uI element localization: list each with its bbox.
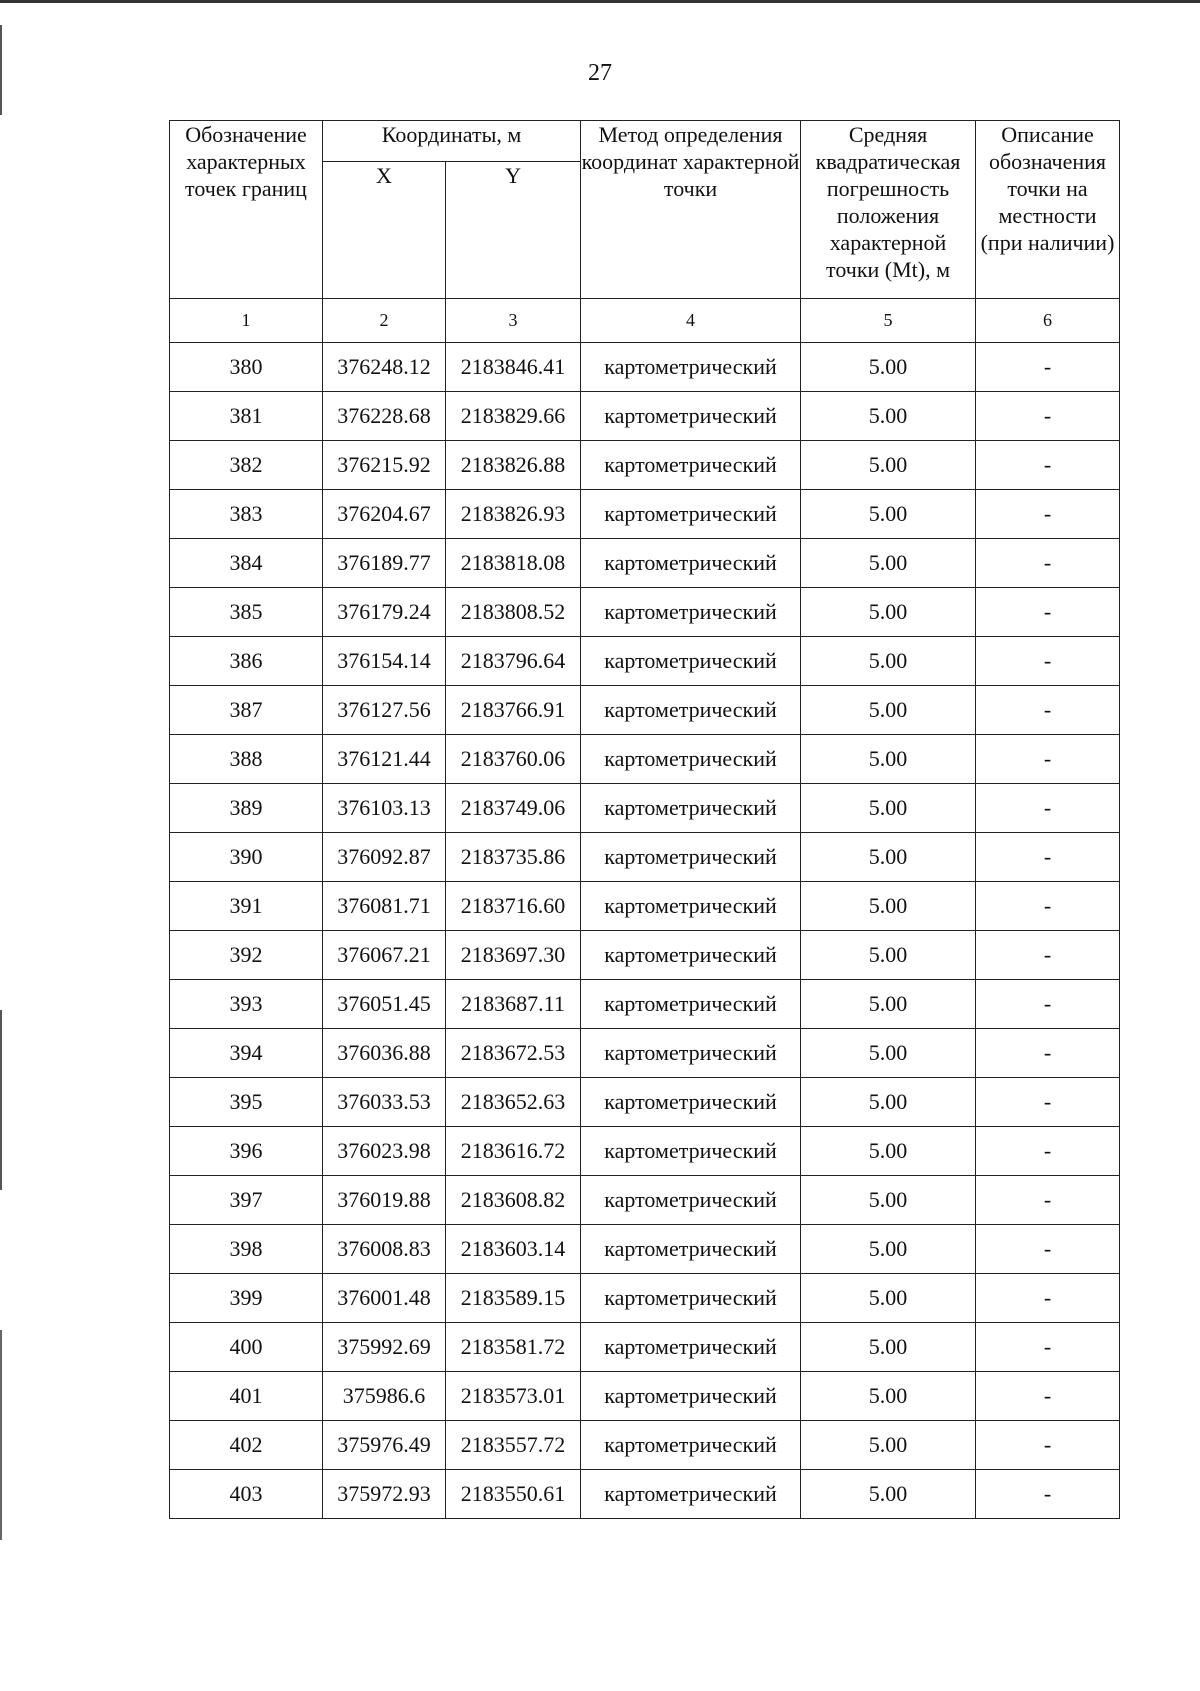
cell-x-coordinate: 375992.69 [323, 1323, 446, 1372]
cell-point-number: 390 [170, 833, 323, 882]
header-x: X [323, 162, 446, 299]
table-row [170, 539, 1120, 588]
cell-y-coordinate: 2183672.53 [446, 1029, 581, 1078]
cell-description: - [976, 1225, 1120, 1274]
table-row [170, 1127, 1120, 1176]
cell-y-coordinate: 2183749.06 [446, 784, 581, 833]
cell-error: 5.00 [801, 539, 976, 588]
cell-error: 5.00 [801, 931, 976, 980]
cell-y-coordinate: 2183826.88 [446, 441, 581, 490]
cell-point-number: 395 [170, 1078, 323, 1127]
cell-point-number: 401 [170, 1372, 323, 1421]
table-row [170, 490, 1120, 539]
cell-method: картометрический [581, 931, 801, 980]
cell-point-number: 384 [170, 539, 323, 588]
cell-x-coordinate: 376008.83 [323, 1225, 446, 1274]
cell-y-coordinate: 2183716.60 [446, 882, 581, 931]
cell-point-number: 388 [170, 735, 323, 784]
table-row [170, 1470, 1120, 1519]
cell-point-number: 398 [170, 1225, 323, 1274]
cell-y-coordinate: 2183550.61 [446, 1470, 581, 1519]
cell-x-coordinate: 376036.88 [323, 1029, 446, 1078]
cell-error: 5.00 [801, 735, 976, 784]
header-row [170, 121, 1120, 162]
cell-method: картометрический [581, 539, 801, 588]
cell-x-coordinate: 376081.71 [323, 882, 446, 931]
table-row [170, 392, 1120, 441]
cell-y-coordinate: 2183652.63 [446, 1078, 581, 1127]
table-row [170, 1029, 1120, 1078]
cell-y-coordinate: 2183608.82 [446, 1176, 581, 1225]
cell-method: картометрический [581, 1470, 801, 1519]
cell-x-coordinate: 376215.92 [323, 441, 446, 490]
cell-y-coordinate: 2183589.15 [446, 1274, 581, 1323]
cell-method: картометрический [581, 490, 801, 539]
cell-point-number: 400 [170, 1323, 323, 1372]
cell-y-coordinate: 2183697.30 [446, 931, 581, 980]
cell-description: - [976, 1176, 1120, 1225]
cell-method: картометрический [581, 1274, 801, 1323]
cell-y-coordinate: 2183573.01 [446, 1372, 581, 1421]
cell-method: картометрический [581, 1127, 801, 1176]
cell-error: 5.00 [801, 1176, 976, 1225]
cell-x-coordinate: 375986.6 [323, 1372, 446, 1421]
cell-error: 5.00 [801, 1470, 976, 1519]
cell-method: картометрический [581, 1078, 801, 1127]
table-row [170, 1225, 1120, 1274]
cell-x-coordinate: 375976.49 [323, 1421, 446, 1470]
cell-method: картометрический [581, 1372, 801, 1421]
cell-method: картометрический [581, 980, 801, 1029]
table-row [170, 735, 1120, 784]
page-number: 27 [588, 60, 612, 86]
cell-point-number: 381 [170, 392, 323, 441]
cell-y-coordinate: 2183846.41 [446, 343, 581, 392]
cell-y-coordinate: 2183760.06 [446, 735, 581, 784]
cell-x-coordinate: 376127.56 [323, 686, 446, 735]
cell-description: - [976, 637, 1120, 686]
cell-point-number: 391 [170, 882, 323, 931]
cell-error: 5.00 [801, 833, 976, 882]
cell-method: картометрический [581, 1225, 801, 1274]
cell-method: картометрический [581, 686, 801, 735]
cell-point-number: 399 [170, 1274, 323, 1323]
cell-point-number: 387 [170, 686, 323, 735]
table-row [170, 784, 1120, 833]
cell-x-coordinate: 376001.48 [323, 1274, 446, 1323]
column-number: 2 [323, 299, 446, 343]
cell-description: - [976, 392, 1120, 441]
cell-point-number: 383 [170, 490, 323, 539]
cell-y-coordinate: 2183687.11 [446, 980, 581, 1029]
cell-description: - [976, 980, 1120, 1029]
cell-method: картометрический [581, 882, 801, 931]
cell-method: картометрический [581, 637, 801, 686]
cell-point-number: 389 [170, 784, 323, 833]
cell-y-coordinate: 2183581.72 [446, 1323, 581, 1372]
table-header [170, 121, 1120, 299]
cell-error: 5.00 [801, 490, 976, 539]
cell-point-number: 403 [170, 1470, 323, 1519]
cell-method: картометрический [581, 343, 801, 392]
cell-y-coordinate: 2183829.66 [446, 392, 581, 441]
cell-error: 5.00 [801, 1225, 976, 1274]
cell-method: картометрический [581, 441, 801, 490]
cell-y-coordinate: 2183826.93 [446, 490, 581, 539]
cell-method: картометрический [581, 1029, 801, 1078]
cell-description: - [976, 1470, 1120, 1519]
table-row [170, 1078, 1120, 1127]
cell-error: 5.00 [801, 343, 976, 392]
cell-x-coordinate: 376092.87 [323, 833, 446, 882]
column-number: 5 [801, 299, 976, 343]
cell-method: картометрический [581, 1323, 801, 1372]
table-row [170, 980, 1120, 1029]
cell-x-coordinate: 376189.77 [323, 539, 446, 588]
cell-method: картометрический [581, 392, 801, 441]
cell-point-number: 382 [170, 441, 323, 490]
cell-error: 5.00 [801, 1029, 976, 1078]
cell-y-coordinate: 2183557.72 [446, 1421, 581, 1470]
table-row [170, 686, 1120, 735]
cell-description: - [976, 588, 1120, 637]
cell-point-number: 386 [170, 637, 323, 686]
cell-description: - [976, 1127, 1120, 1176]
cell-y-coordinate: 2183735.86 [446, 833, 581, 882]
table-row [170, 441, 1120, 490]
cell-error: 5.00 [801, 784, 976, 833]
table-row [170, 588, 1120, 637]
cell-error: 5.00 [801, 882, 976, 931]
cell-x-coordinate: 376033.53 [323, 1078, 446, 1127]
cell-error: 5.00 [801, 1372, 976, 1421]
cell-y-coordinate: 2183796.64 [446, 637, 581, 686]
table-row [170, 1323, 1120, 1372]
header-description: Описание обозначения точки на местности (при наличии) [976, 121, 1120, 299]
coordinates-table [169, 120, 1120, 1519]
table-row [170, 637, 1120, 686]
cell-error: 5.00 [801, 1323, 976, 1372]
cell-point-number: 396 [170, 1127, 323, 1176]
cell-x-coordinate: 376019.88 [323, 1176, 446, 1225]
cell-point-number: 393 [170, 980, 323, 1029]
cell-method: картометрический [581, 588, 801, 637]
cell-x-coordinate: 376023.98 [323, 1127, 446, 1176]
table-row [170, 931, 1120, 980]
column-number: 6 [976, 299, 1120, 343]
cell-description: - [976, 1029, 1120, 1078]
cell-error: 5.00 [801, 392, 976, 441]
cell-point-number: 397 [170, 1176, 323, 1225]
cell-description: - [976, 441, 1120, 490]
header-y: Y [446, 162, 581, 299]
table-row [170, 882, 1120, 931]
cell-point-number: 392 [170, 931, 323, 980]
cell-description: - [976, 1078, 1120, 1127]
cell-point-number: 385 [170, 588, 323, 637]
cell-method: картометрический [581, 735, 801, 784]
cell-x-coordinate: 376204.67 [323, 490, 446, 539]
cell-description: - [976, 784, 1120, 833]
table-row [170, 1421, 1120, 1470]
column-number: 1 [170, 299, 323, 343]
cell-description: - [976, 539, 1120, 588]
cell-description: - [976, 1372, 1120, 1421]
cell-description: - [976, 490, 1120, 539]
column-number-row [170, 299, 1120, 343]
cell-method: картометрический [581, 1421, 801, 1470]
header-error: Средняя квадратическая погрешность положения характерной точки (Mt), м [801, 121, 976, 299]
table-row [170, 833, 1120, 882]
cell-x-coordinate: 376228.68 [323, 392, 446, 441]
cell-y-coordinate: 2183766.91 [446, 686, 581, 735]
cell-description: - [976, 735, 1120, 784]
scan-edge-mark [0, 1330, 2, 1540]
scan-edge-mark [0, 1010, 2, 1190]
cell-y-coordinate: 2183616.72 [446, 1127, 581, 1176]
cell-description: - [976, 931, 1120, 980]
cell-point-number: 380 [170, 343, 323, 392]
cell-error: 5.00 [801, 980, 976, 1029]
cell-y-coordinate: 2183808.52 [446, 588, 581, 637]
header-point: Обозначение характерных точек границ [170, 121, 323, 299]
cell-error: 5.00 [801, 1127, 976, 1176]
cell-error: 5.00 [801, 1078, 976, 1127]
column-number: 4 [581, 299, 801, 343]
cell-x-coordinate: 376248.12 [323, 343, 446, 392]
cell-point-number: 394 [170, 1029, 323, 1078]
cell-x-coordinate: 376103.13 [323, 784, 446, 833]
header-coords: Координаты, м [323, 121, 581, 162]
cell-description: - [976, 1274, 1120, 1323]
table-row [170, 1372, 1120, 1421]
cell-y-coordinate: 2183818.08 [446, 539, 581, 588]
cell-error: 5.00 [801, 588, 976, 637]
cell-method: картометрический [581, 833, 801, 882]
cell-x-coordinate: 376067.21 [323, 931, 446, 980]
cell-x-coordinate: 376051.45 [323, 980, 446, 1029]
cell-method: картометрический [581, 784, 801, 833]
cell-point-number: 402 [170, 1421, 323, 1470]
cell-error: 5.00 [801, 1274, 976, 1323]
cell-description: - [976, 882, 1120, 931]
table-row [170, 1176, 1120, 1225]
cell-error: 5.00 [801, 441, 976, 490]
cell-description: - [976, 1323, 1120, 1372]
cell-description: - [976, 686, 1120, 735]
cell-error: 5.00 [801, 637, 976, 686]
cell-x-coordinate: 376154.14 [323, 637, 446, 686]
table-row [170, 343, 1120, 392]
cell-error: 5.00 [801, 686, 976, 735]
header-method: Метод определения координат характерной точки [581, 121, 801, 299]
table-row [170, 1274, 1120, 1323]
cell-y-coordinate: 2183603.14 [446, 1225, 581, 1274]
cell-description: - [976, 833, 1120, 882]
cell-x-coordinate: 376121.44 [323, 735, 446, 784]
cell-error: 5.00 [801, 1421, 976, 1470]
cell-description: - [976, 343, 1120, 392]
top-border-line [0, 0, 1200, 3]
cell-x-coordinate: 376179.24 [323, 588, 446, 637]
column-number: 3 [446, 299, 581, 343]
cell-method: картометрический [581, 1176, 801, 1225]
table-body [170, 299, 1120, 1519]
cell-description: - [976, 1421, 1120, 1470]
cell-x-coordinate: 375972.93 [323, 1470, 446, 1519]
